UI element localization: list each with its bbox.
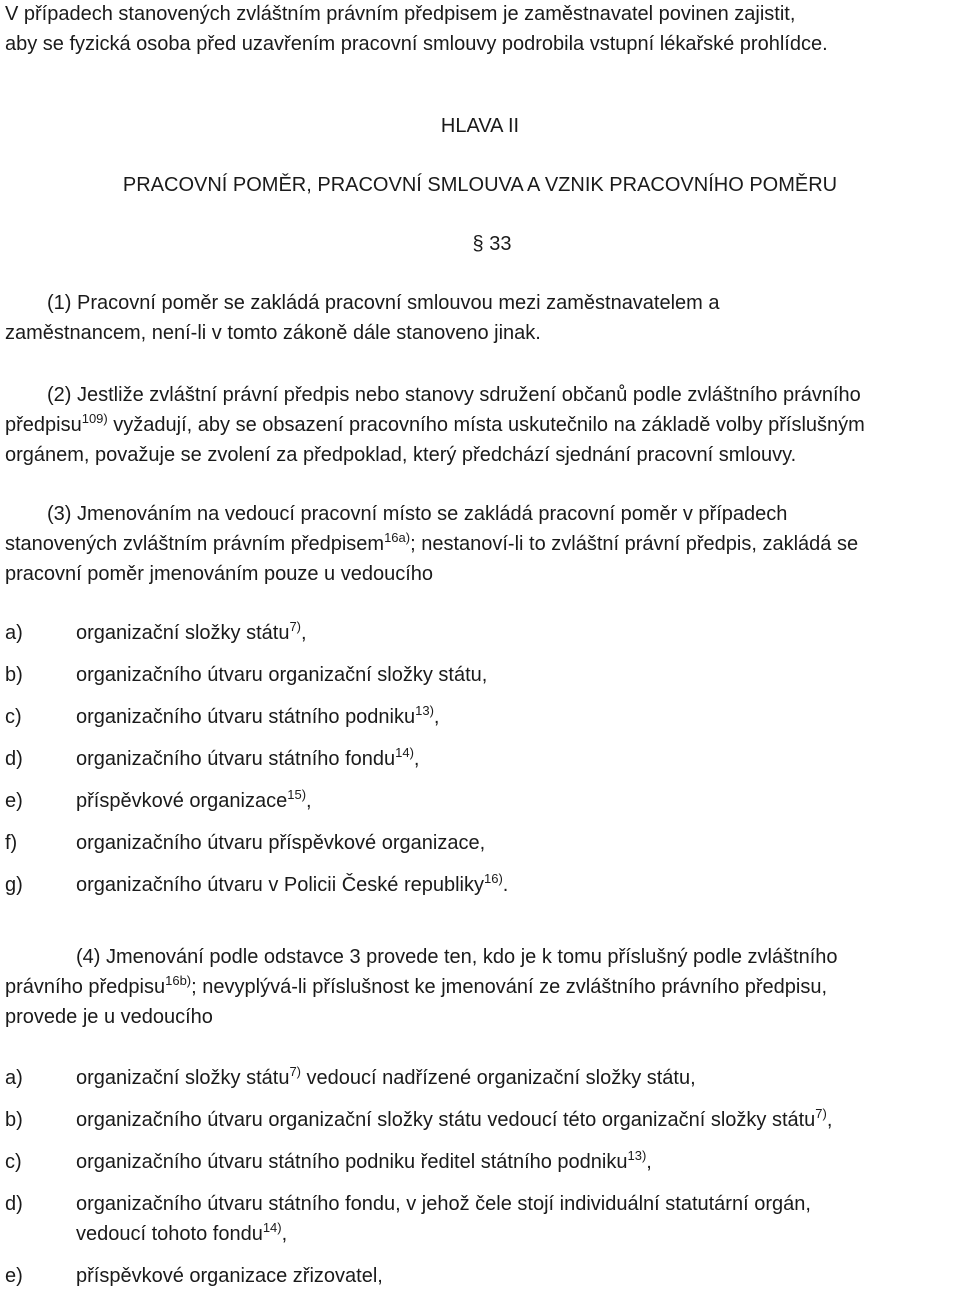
p2-line-1: (2) Jestliže zvláštní právní předpis nebo stanovy sdružení občanů podle zvláštního právního [47, 384, 861, 406]
list-item [76, 787, 312, 815]
p2-text: vyžadují, aby se obsazení pracovního místa uskutečnilo na základě volby příslušným [107, 414, 865, 436]
footnote-ref: 14) [262, 1220, 282, 1235]
list-item [76, 1064, 696, 1092]
list-item-text: organizačního útvaru organizační složky státu vedoucí této organizační složky státu [76, 1109, 816, 1131]
p2-line-2 [5, 411, 865, 439]
intro-line-2: aby se fyzická osoba před uzavřením pracovní smlouvy podrobila vstupní lékařské prohlídce. [5, 33, 828, 55]
list-item-text: organizačního útvaru v Policii České republiky [76, 874, 484, 896]
p3-text: stanovených zvláštním právním předpisem [5, 533, 385, 555]
list-item-text: příspěvkové organizace [76, 790, 288, 812]
intro-line-1: V případech stanovených zvláštním právním předpisem je zaměstnavatel povinen zajistit, [5, 3, 796, 25]
list-item-label: b) [5, 664, 23, 686]
list-item-label: d) [5, 1193, 23, 1215]
p4-line-3: provede je u vedoucího [5, 1006, 213, 1028]
section-heading: § 33 [472, 233, 512, 255]
list-item-label: a) [5, 622, 23, 644]
list-item-label: c) [5, 706, 22, 728]
footnote-ref: 16a) [384, 530, 411, 545]
list-item-text: organizačního útvaru státního fondu, v jehož čele stojí individuální statutární orgán, [76, 1193, 811, 1215]
list-item-label: e) [5, 790, 23, 812]
list-item-suffix: , [281, 1223, 288, 1245]
p3-line-2 [5, 530, 858, 558]
list-item-label: e) [5, 1265, 23, 1287]
list-item-label: f) [5, 832, 18, 854]
list-item [76, 619, 307, 647]
list-item-suffix: , [301, 622, 307, 644]
list-item-text: organizačního útvaru příspěvkové organizace, [76, 832, 486, 854]
p1-line-1: (1) Pracovní poměr se zakládá pracovní smlouvou mezi zaměstnavatelem a [47, 292, 720, 314]
list-item-text: organizačního útvaru státního fondu [76, 748, 396, 770]
footnote-ref: 16) [483, 871, 503, 886]
list-item-suffix: , [413, 748, 420, 770]
list-item-text: vedoucí tohoto fondu [76, 1223, 263, 1245]
footnote-ref: 7) [289, 619, 301, 634]
footnote-ref: 13) [627, 1148, 647, 1163]
list-item [76, 1262, 383, 1290]
list-item [76, 745, 419, 773]
list-item-text: organizační složky státu [76, 1067, 290, 1089]
list-item-label: g) [5, 874, 23, 896]
list-item-label: c) [5, 1151, 22, 1173]
list-item [76, 1190, 811, 1218]
chapter-heading: HLAVA II [440, 115, 520, 137]
p4-line-2 [5, 973, 827, 1001]
list-item-text: organizačního útvaru státního podniku ředitel státního podniku [76, 1151, 628, 1173]
list-item-label: a) [5, 1067, 23, 1089]
p4-text: ; nevyplývá-li příslušnost ke jmenování ze zvláštního právního předpisu, [191, 976, 828, 998]
list-item [76, 703, 439, 731]
list-item [76, 871, 508, 899]
footnote-ref: 109) [81, 411, 108, 426]
footnote-ref: 16b) [165, 973, 192, 988]
list-item [76, 1220, 287, 1248]
p3-line-1: (3) Jmenováním na vedoucí pracovní místo se zakládá pracovní poměr v případech [47, 503, 788, 525]
footnote-ref: 7) [289, 1064, 301, 1079]
list-item [76, 661, 487, 689]
footnote-ref: 13) [415, 703, 434, 718]
list-item-text: organizačního útvaru organizační složky státu, [76, 664, 488, 686]
list-item [76, 1148, 652, 1176]
list-item-text: organizačního útvaru státního podniku [76, 706, 416, 728]
p2-line-3: orgánem, považuje se zvolení za předpoklad, který předchází sjednání pracovní smlouvy. [5, 444, 797, 466]
p4-text: právního předpisu [5, 976, 166, 998]
list-item-suffix: vedoucí nadřízené organizační složky státu, [301, 1067, 696, 1089]
footnote-ref: 7) [815, 1106, 827, 1121]
list-item-suffix: , [433, 706, 440, 728]
list-item-label: b) [5, 1109, 23, 1131]
p4-line-1: (4) Jmenování podle odstavce 3 provede ten, kdo je k tomu příslušný podle zvláštního [76, 946, 838, 968]
p3-line-3: pracovní poměr jmenováním pouze u vedoucího [5, 563, 434, 585]
list-item-text: příspěvkové organizace zřizovatel, [76, 1265, 383, 1287]
list-item-label: d) [5, 748, 23, 770]
list-item [76, 1106, 832, 1134]
list-item-suffix: , [306, 790, 312, 812]
list-item-suffix: , [826, 1109, 833, 1131]
list-item-text: organizační složky státu [76, 622, 290, 644]
list-item [76, 829, 485, 857]
footnote-ref: 14) [395, 745, 414, 760]
p2-text: předpisu [5, 414, 82, 436]
p1-line-2: zaměstnancem, není-li v tomto zákoně dále stanoveno jinak. [5, 322, 541, 344]
footnote-ref: 15) [287, 787, 307, 802]
list-item-suffix: . [502, 874, 509, 896]
p3-text: ; nestanoví-li to zvláštní právní předpis, zakládá se [410, 533, 859, 555]
chapter-title: PRACOVNÍ POMĚR, PRACOVNÍ SMLOUVA A VZNIK PRACOVNÍHO POMĚRU [122, 174, 838, 196]
list-item-suffix: , [646, 1151, 652, 1173]
